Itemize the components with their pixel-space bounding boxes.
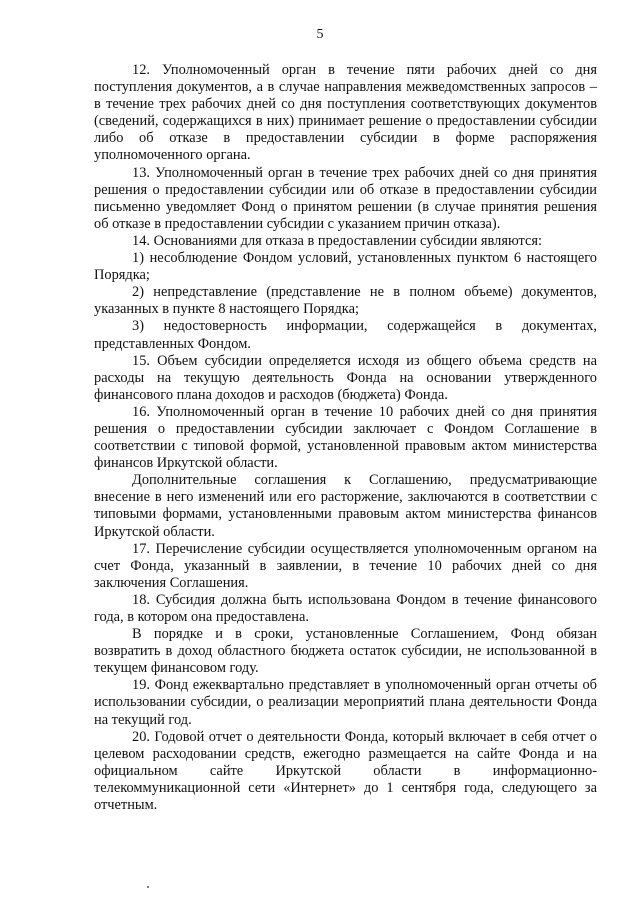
scan-speck bbox=[147, 886, 149, 888]
paragraph-16: 16. Уполномоченный орган в течение 10 рабочих дней со дня принятия решения о предоставлении субсидии заключает с Фондом Соглашение в соответствии с типовой формой, установленной правовым актом министерства финансов Иркутской области. bbox=[94, 403, 597, 472]
paragraph-14: 14. Основаниями для отказа в предоставлении субсидии являются: bbox=[132, 232, 542, 249]
paragraph-16-additional: Дополнительные соглашения к Соглашению, предусматривающие внесение в него изменений или его расторжение, заключаются в соответствии с типовыми формами, установленными правовым актом министерства финансов Иркутской области. bbox=[94, 472, 597, 540]
paragraph-18: 18. Субсидия должна быть использована Фондом в течение финансового года, в котором она предоставлена. bbox=[94, 591, 597, 625]
page-number: 5 bbox=[316, 27, 324, 42]
paragraph-19: 19. Фонд ежеквартально представляет в уполномоченный орган отчеты об использовании субсидии, о реализации мероприятий плана деятельности Фонда на текущий год. bbox=[94, 677, 597, 728]
paragraph-15: 15. Объем субсидии определяется исходя из общего объема средств на расходы на текущую деятельность Фонда на основании утвержденного финансового плана доходов и расходов (бюджета) Фонда. bbox=[94, 352, 597, 403]
paragraph-18-return: В порядке и в сроки, установленные Соглашением, Фонд обязан возвратить в доход областного бюджета остаток субсидии, не использованной в текущем финансовом году. bbox=[94, 626, 597, 677]
paragraph-17: 17. Перечисление субсидии осуществляется уполномоченным органом на счет Фонда, указанный в заявлении, в течение 10 рабочих дней со дня заключения Соглашения. bbox=[94, 540, 597, 591]
paragraph-14-item-2: 2) непредставление (представление не в полном объеме) документов, указанных в пункте 8 настоящего Порядка; bbox=[94, 284, 597, 318]
paragraph-13: 13. Уполномоченный орган в течение трех рабочих дней со дня принятия решения о предоставлении субсидии или об отказе в предоставлении субсидии письменно уведомляет Фонд о принятом решении (в случае принятия решения об отказе в предоставлении субсидии с указанием причин отказа). bbox=[94, 164, 597, 232]
document-body bbox=[94, 62, 597, 814]
paragraph-20: 20. Годовой отчет о деятельности Фонда, который включает в себя отчет о целевом расходовании средств, ежегодно размещается на сайте Фонда и на официальном сайте Иркутской области в информационно-телекоммуникационной сети «Интернет» до 1 сентября года, следующего за отчетным. bbox=[94, 728, 597, 814]
paragraph-12: 12. Уполномоченный орган в течение пяти рабочих дней со дня поступления документов, а в случае направления межведомственных запросов – в течение трех рабочих дней со дня поступления соответствующих документов (сведений, содержащихся в них) принимает решение о предоставлении субсидии либо об отказе в предоставлении субсидии в форме распоряжения уполномоченного органа. bbox=[94, 62, 597, 164]
paragraph-14-item-1: 1) несоблюдение Фондом условий, установленных пунктом 6 настоящего Порядка; bbox=[94, 250, 597, 284]
paragraph-14-item-3: 3) недостоверность информации, содержащейся в документах, представленных Фондом. bbox=[94, 318, 597, 352]
